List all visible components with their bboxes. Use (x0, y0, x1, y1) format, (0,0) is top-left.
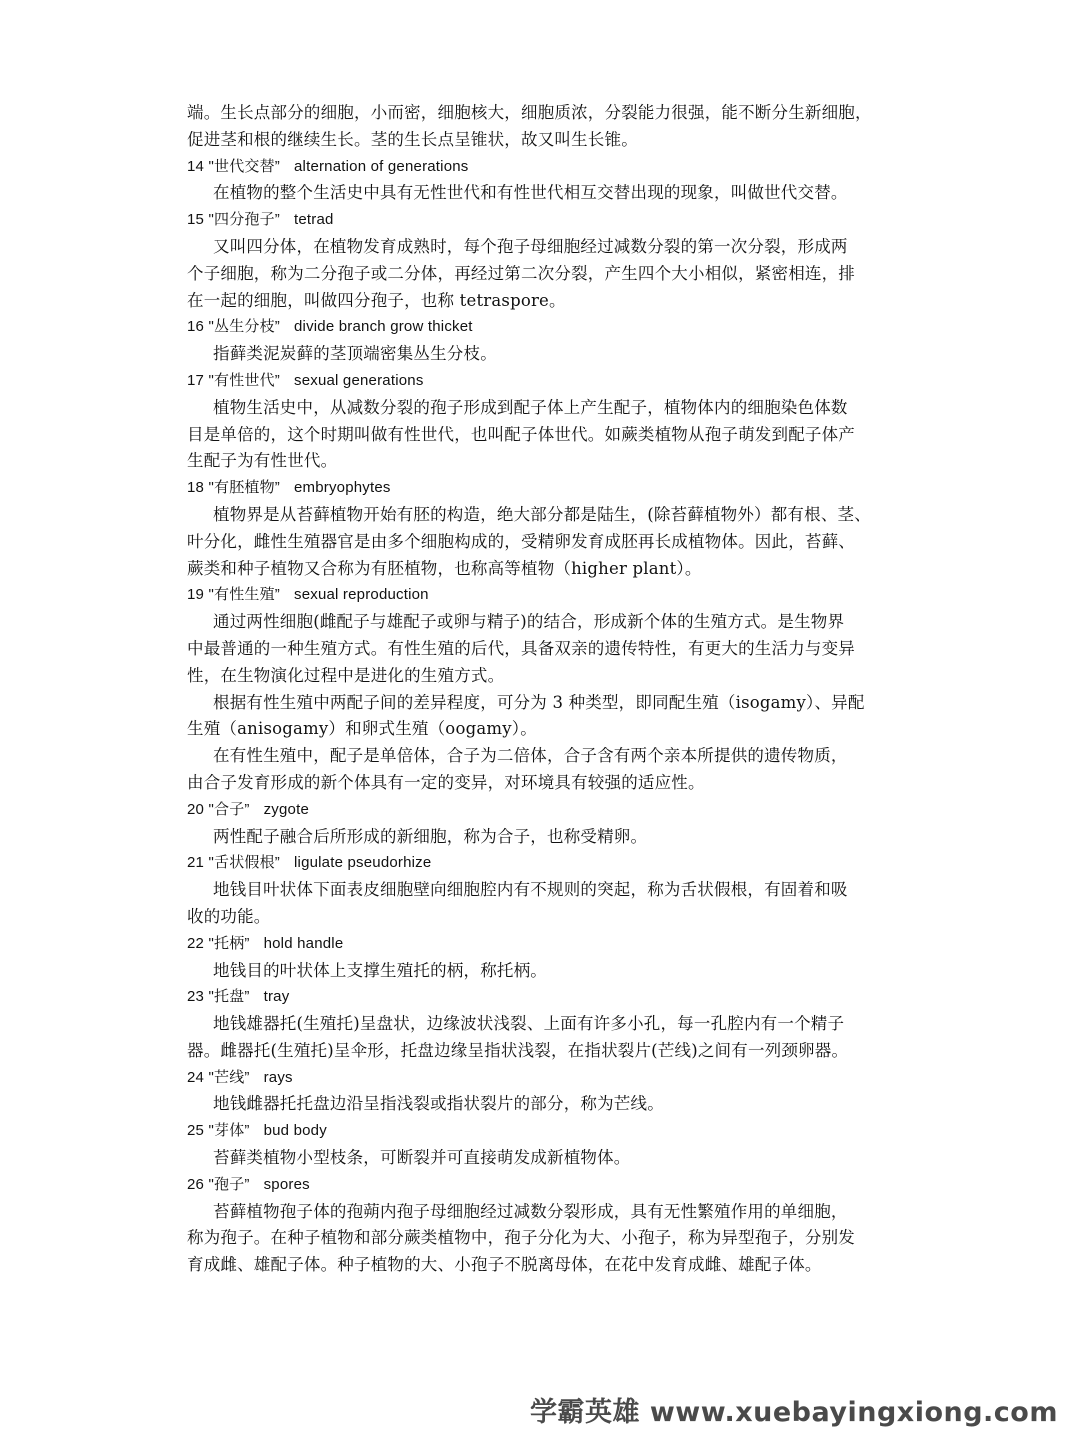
footer-watermark: 学霸英雄 www.xuebayingxiong.com (529, 1397, 1058, 1428)
paragraph-line: 蕨类和种子植物又合称为有胚植物，也称高等植物（higher plant）。 (187, 558, 702, 578)
paragraph-line: 由合子发育形成的新个体具有一定的变异，对环境具有较强的适应性。 (187, 772, 705, 792)
paragraph-line: 根据有性生殖中两配子间的差异程度，可分为 3 种类型，即同配生殖（isogamy）、异配 (213, 692, 865, 712)
term-heading (187, 850, 899, 877)
paragraph-line: 地钱目叶状体下面表皮细胞壁向细胞腔内有不规则的突起，称为舌状假根，有固着和吸 (213, 880, 848, 900)
paragraph-line: 在植物的整个生活史中具有无性世代和有性世代相互交替出现的现象，叫做世代交替。 (213, 183, 848, 203)
paragraph-line: 两性配子融合后所形成的新细胞，称为合子，也称受精卵。 (213, 826, 648, 846)
paragraph-line: 在一起的细胞，叫做四分孢子，也称 tetraspore。 (187, 290, 566, 310)
paragraph-line: 促进茎和根的继续生长。茎的生长点呈锥状，故又叫生长锥。 (187, 129, 638, 149)
term-chinese: "托盘” (208, 988, 250, 1006)
term-english: zygote (263, 800, 309, 818)
term-chinese: "有胚植物” (208, 479, 280, 497)
term-english: embryophytes (294, 479, 391, 497)
term-chinese: "舌状假根” (208, 854, 280, 872)
term-english: bud body (263, 1122, 327, 1140)
term-heading (187, 931, 899, 958)
term-chinese: "孢子” (208, 1175, 250, 1193)
term-number: 22 (187, 934, 205, 952)
term-number: 15 (187, 211, 205, 229)
term-number: 26 (187, 1175, 205, 1193)
paragraph-line: 个子细胞，称为二分孢子或二分体，再经过第二次分裂，产生四个大小相似，紧密相连，排 (187, 263, 855, 283)
document-body (187, 100, 899, 1279)
paragraph-line: 又叫四分体，在植物发育成熟时，每个孢子母细胞经过减数分裂的第一次分裂，形成两 (213, 236, 848, 256)
term-chinese: "托柄” (208, 934, 250, 952)
paragraph-line: 生殖（anisogamy）和卵式生殖（oogamy）。 (187, 719, 537, 739)
term-number: 19 (187, 586, 205, 604)
term-heading (187, 314, 899, 341)
term-english: hold handle (263, 934, 344, 952)
paragraph-line: 植物生活史中，从减数分裂的孢子形成到配子体上产生配子，植物体内的细胞染色体数 (213, 397, 848, 417)
term-number: 25 (187, 1122, 205, 1140)
term-chinese: "合子” (208, 800, 250, 818)
term-heading (187, 368, 899, 395)
paragraph-line: 通过两性细胞(雌配子与雄配子或卵与精子)的结合，形成新个体的生殖方式。是生物界 (213, 612, 845, 632)
term-chinese: "有性世代” (208, 371, 280, 389)
term-english: divide branch grow thicket (294, 318, 473, 336)
term-chinese: "四分孢子” (208, 211, 280, 229)
term-number: 18 (187, 479, 205, 497)
paragraph-line: 育成雌、雄配子体。种子植物的大、小孢子不脱离母体，在花中发育成雌、雄配子体。 (187, 1255, 822, 1275)
term-english: alternation of generations (294, 157, 469, 175)
term-chinese: "世代交替” (208, 157, 280, 175)
term-number: 16 (187, 318, 205, 336)
term-english: tetrad (294, 211, 334, 229)
term-heading (187, 154, 899, 181)
term-english: rays (263, 1068, 293, 1086)
paragraph-line: 端。生长点部分的细胞，小而密，细胞核大，细胞质浓，分裂能力很强，能不断分生新细胞， (187, 103, 872, 122)
term-number: 21 (187, 854, 205, 872)
term-chinese: "芽体” (208, 1122, 250, 1140)
term-chinese: "丛生分枝” (208, 318, 280, 336)
term-english: tray (263, 988, 290, 1006)
paragraph-line: 地钱雄器托(生殖托)呈盘状，边缘波状浅裂、上面有许多小孔，每一孔腔内有一个精子 (213, 1014, 845, 1034)
paragraph-line: 性，在生物演化过程中是进化的生殖方式。 (187, 665, 505, 685)
paragraph-line: 目是单倍的，这个时期叫做有性世代，也叫配子体世代。如蕨类植物从孢子萌发到配子体产 (187, 424, 855, 444)
term-heading (187, 475, 899, 502)
paragraph-line: 植物界是从苔藓植物开始有胚的构造，绝大部分都是陆生，(除苔藓植物外）都有根、茎、 (213, 504, 871, 524)
paragraph-line: 中最普通的一种生殖方式。有性生殖的后代，具备双亲的遗传特性，有更大的生活力与变异 (187, 638, 855, 658)
term-heading (187, 1118, 899, 1145)
paragraph-line: 指藓类泥炭藓的茎顶端密集丛生分枝。 (213, 344, 497, 364)
term-english: ligulate pseudorhize (294, 854, 432, 872)
term-chinese: "芒线” (208, 1068, 250, 1086)
term-english: sexual reproduction (294, 586, 429, 604)
paragraph-line: 收的功能。 (187, 906, 271, 926)
term-number: 23 (187, 988, 205, 1006)
term-number: 14 (187, 157, 205, 175)
term-number: 17 (187, 371, 205, 389)
term-english: sexual generations (294, 371, 424, 389)
term-english: spores (263, 1175, 310, 1193)
term-number: 20 (187, 800, 205, 818)
paragraph-line: 地钱雌器托托盘边沿呈指浅裂或指状裂片的部分，称为芒线。 (213, 1094, 664, 1114)
paragraph-line: 地钱目的叶状体上支撑生殖托的柄，称托柄。 (213, 960, 547, 980)
paragraph-line: 器。雌器托(生殖托)呈伞形，托盘边缘呈指状浅裂，在指状裂片(芒线)之间有一列颈卵器。 (187, 1040, 849, 1060)
term-heading (187, 1172, 899, 1199)
term-heading (187, 582, 899, 609)
term-chinese: "有性生殖” (208, 586, 280, 604)
paragraph-line: 在有性生殖中，配子是单倍体，合子为二倍体，合子含有两个亲本所提供的遗传物质， (213, 746, 848, 766)
paragraph-line: 苔藓植物孢子体的孢蒴内孢子母细胞经过减数分裂形成，具有无性繁殖作用的单细胞， (213, 1201, 848, 1221)
paragraph-line: 叶分化，雌性生殖器官是由多个细胞构成的，受精卵发育成胚再长成植物体。因此，苔藓、 (187, 531, 855, 551)
term-heading (187, 207, 899, 234)
term-heading (187, 797, 899, 824)
paragraph-line: 称为孢子。在种子植物和部分蕨类植物中，孢子分化为大、小孢子，称为异型孢子，分别发 (187, 1228, 855, 1248)
term-number: 24 (187, 1068, 205, 1086)
term-heading (187, 1065, 899, 1092)
paragraph-line: 生配子为有性世代。 (187, 451, 338, 471)
term-heading (187, 984, 899, 1011)
paragraph-line: 苔藓类植物小型枝条，可断裂并可直接萌发成新植物体。 (213, 1148, 631, 1168)
